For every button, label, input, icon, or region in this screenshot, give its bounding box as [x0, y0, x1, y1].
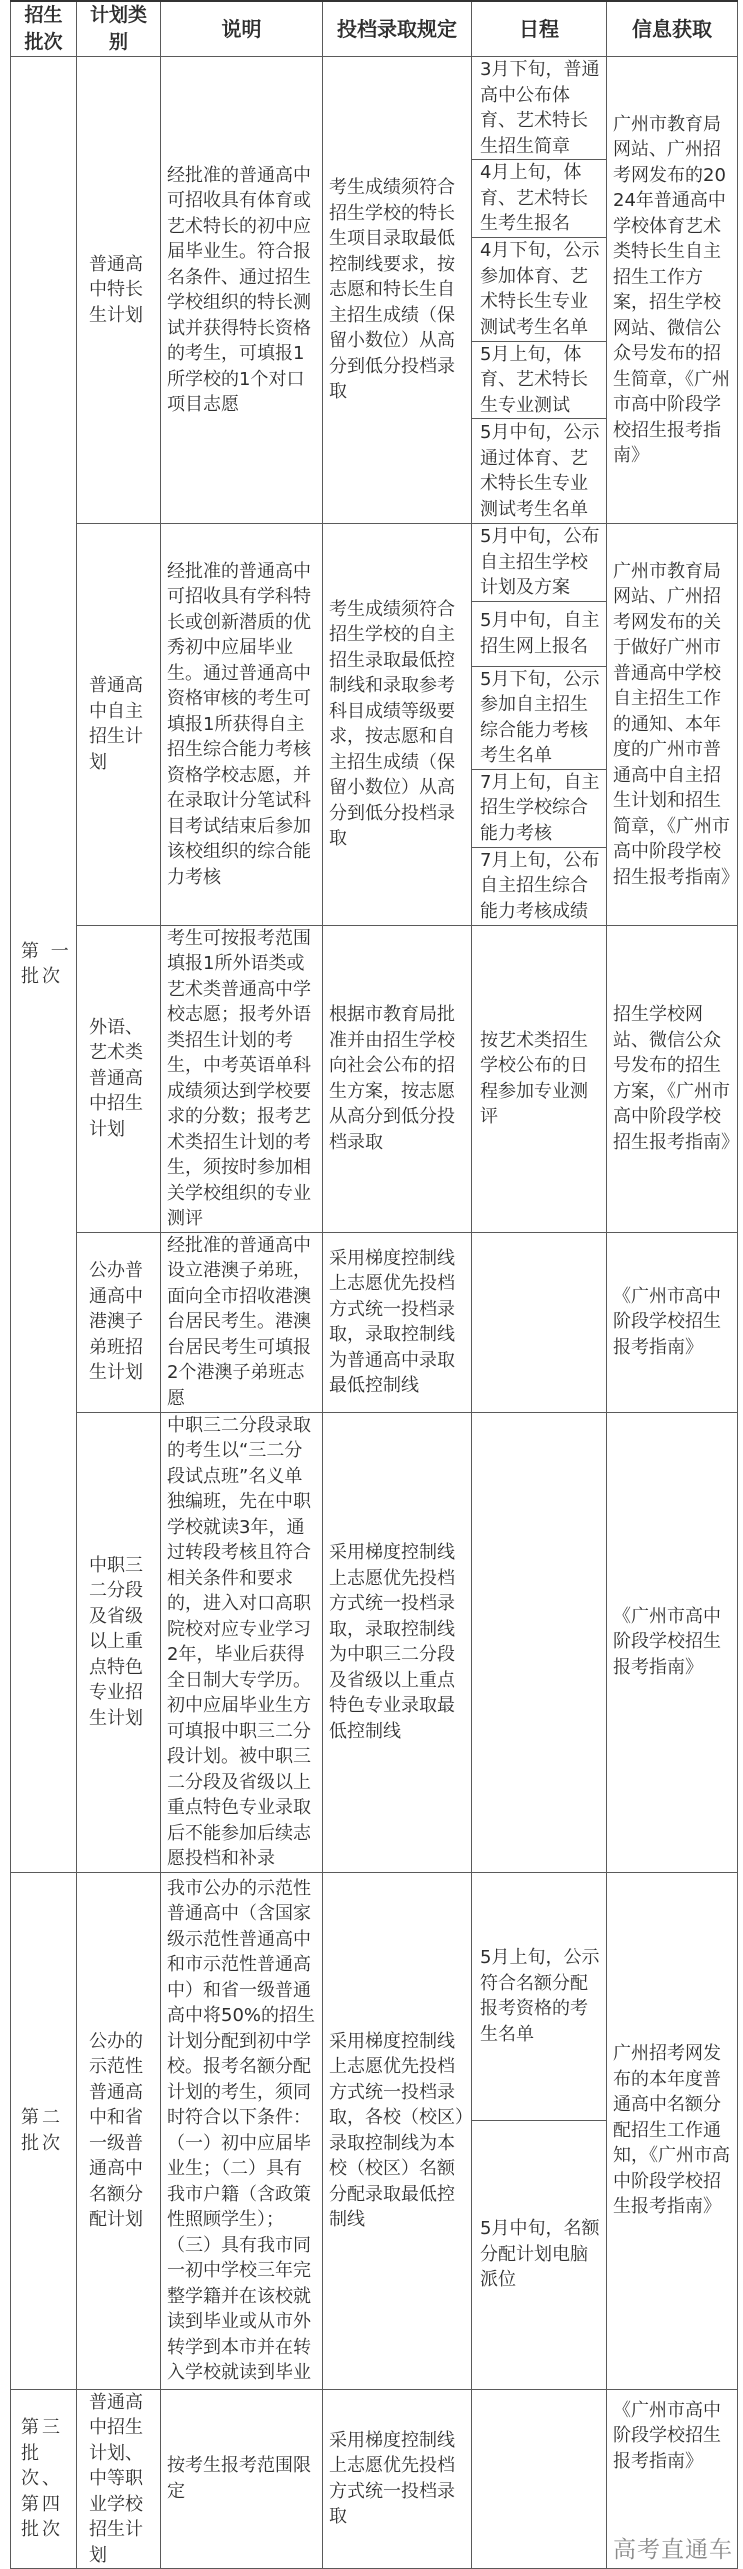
admission-plan-table — [10, 0, 738, 2569]
table-row — [11, 1232, 738, 1412]
schedule-item — [472, 2121, 606, 2389]
schedule-item — [472, 524, 606, 602]
plan-type-cell: 公办的示范性普通高中和省一级普通高中名额分配计划 — [77, 1872, 161, 2389]
description-cell: 经批准的普通高中可招收具有学科特长或创新潜质的优秀初中应届毕业生。通过普通高中资格审核的考生可填报1所获得自主招生综合能力考核资格学校志愿，并在录取计分笔试科目考试结束后参加该校组织的综合能力考核 — [161, 524, 323, 926]
info-source-cell: 《广州市高中阶段学校招生报考指南》 — [607, 1232, 738, 1412]
schedule-cell — [472, 1872, 607, 2389]
schedule-item-text: 5月上旬，公示符合名额分配报考资格的考生名单 — [480, 1947, 600, 2045]
plan-type-cell: 普通高中自主招生计划 — [77, 524, 161, 926]
admission-rule-cell: 采用梯度控制线上志愿优先投档方式统一投档录取，各校（校区）录取控制线为本校（校区）名额分配录取最低控制线 — [323, 1872, 472, 2389]
description-cell: 按考生报考范围限定 — [161, 2389, 323, 2569]
schedule-cell — [472, 524, 607, 926]
plan-type-cell: 中职三二分段及省级以上重点特色专业招生计划 — [77, 1412, 161, 1872]
info-source-cell: 广州招考网发布的本年度普通高中名额分配招生工作通知，《广州市高中阶段学校招生报考指南》 — [607, 1872, 738, 2389]
plan-type-cell: 普通高中招生计划、中等职业学校招生计划 — [77, 2389, 161, 2569]
schedule-item — [472, 57, 606, 160]
info-source-cell: 招生学校网站、微信公众号发布的招生方案，《广州市高中阶段学校招生报考指南》 — [607, 925, 738, 1232]
schedule-cell: 按艺术类招生学校公布的日程参加专业测评 — [472, 925, 607, 1232]
table-row — [11, 925, 738, 1232]
schedule-cell — [472, 2389, 607, 2569]
info-source-cell — [607, 2389, 738, 2569]
admission-rule-cell: 采用梯度控制线上志愿优先投档方式统一投档录取，录取控制线为中职三二分段及省级以上重点特色专业录取最低控制线 — [323, 1412, 472, 1872]
plan-type-cell: 普通高中特长生计划 — [77, 57, 161, 524]
schedule-item — [472, 770, 606, 848]
schedule-item — [472, 238, 606, 342]
batch-cell: 第三批次、第四批次 — [11, 2389, 77, 2569]
schedule-item — [472, 602, 606, 667]
schedule-item-text: 5月中旬，公布自主招生学校计划及方案 — [480, 526, 600, 598]
batch-cell: 第二批次 — [11, 1872, 77, 2389]
header-batch: 招生批次 — [11, 1, 77, 57]
schedule-item-text: 5月中旬，公示通过体育、艺术特长生专业测试考生名单 — [480, 422, 600, 520]
schedule-cell — [472, 57, 607, 524]
plan-type-cell: 公办普通高中港澳子弟班招生计划 — [77, 1232, 161, 1412]
info-source-cell: 《广州市高中阶段学校招生报考指南》 — [607, 1412, 738, 1872]
table-row — [11, 1872, 738, 2389]
description-cell: 我市公办的示范性普通高中（含国家级示范性普通高中和市示范性普通高中）和省一级普通高中将50%的招生计划分配到初中学校。报考名额分配计划的考生，须同时符合以下条件：（一）初中应届毕业生；（二）具有我市户籍（含政策性照顾学生）；（三）具有我市同一初中学校三年完整学籍并在该校就读到毕业或从市外转学到本市并在转入学校就读到毕业 — [161, 1872, 323, 2389]
admission-rule-cell: 采用梯度控制线上志愿优先投档方式统一投档录取，录取控制线为普通高中录取最低控制线 — [323, 1232, 472, 1412]
description-cell: 经批准的普通高中可招收具有体育或艺术特长的初中应届毕业生。符合报名条件、通过招生学校组织的特长测试并获得特长资格的考生，可填报1所学校的1个对口项目志愿 — [161, 57, 323, 524]
info-source-text: 《广州市高中阶段学校招生报考指南》 — [613, 2399, 721, 2472]
admission-rule-cell: 考生成绩须符合招生学校的特长生项目录取最低控制线要求，按志愿和特长生自主招生成绩（保留小数位）从高分到低分投档录取 — [323, 57, 472, 524]
table-body — [11, 57, 738, 2569]
schedule-item — [472, 160, 606, 238]
schedule-item-text: 7月上旬，公布自主招生综合能力考核成绩 — [480, 849, 600, 922]
info-source-cell: 广州市教育局网站、广州招考网发布的关于做好广州市普通高中学校自主招生工作的通知、本年度的广州市普通高中自主招生计划和招生简章，《广州市高中阶段学校招生报考指南》 — [607, 524, 738, 926]
table-row — [11, 1412, 738, 1872]
watermark: 高考直通车 — [613, 2537, 733, 2563]
schedule-item-text: 7月上旬，自主招生学校综合能力考核 — [480, 771, 600, 844]
schedule-cell — [472, 1232, 607, 1412]
schedule-cell — [472, 1412, 607, 1872]
schedule-item-text: 5月下旬，公示参加自主招生综合能力考核考生名单 — [480, 668, 600, 766]
admission-rule-cell: 考生成绩须符合招生学校的自主招生录取最低控制线和录取参考科目成绩等级要求，按志愿和自主招生成绩（保留小数位）从高分到低分投档录取 — [323, 524, 472, 926]
description-cell: 经批准的普通高中设立港澳子弟班，面向全市招收港澳台居民考生。港澳台居民考生可填报2个港澳子弟班志愿 — [161, 1232, 323, 1412]
info-source-cell: 广州市教育局网站、广州招考网发布的2024年普通高中学校体育艺术类特长生自主招生工作方案，招生学校网站、微信公众号发布的招生简章，《广州市高中阶段学校招生报考指南》 — [607, 57, 738, 524]
schedule-item-text: 5月中旬，名额分配计划电脑派位 — [480, 2218, 600, 2291]
schedule-item — [472, 667, 606, 770]
table-row — [11, 2389, 738, 2569]
schedule-item — [472, 419, 606, 523]
header-description: 说明 — [161, 1, 323, 57]
header-schedule: 日程 — [472, 1, 607, 57]
schedule-item-text: 3月下旬，普通高中公布体育、艺术特长生招生简章 — [480, 59, 600, 157]
header-plan-type: 计划类别 — [77, 1, 161, 57]
table-header-row — [11, 1, 738, 57]
schedule-item — [472, 342, 606, 420]
header-admission-rule: 投档录取规定 — [323, 1, 472, 57]
schedule-item-text: 4月下旬，公示参加体育、艺术特长生专业测试考生名单 — [480, 240, 600, 338]
schedule-item-text: 4月上旬，体育、艺术特长生考生报名 — [480, 162, 588, 234]
plan-type-cell: 外语、艺术类普通高中招生计划 — [77, 925, 161, 1232]
admission-rule-cell: 采用梯度控制线上志愿优先投档方式统一投档录取 — [323, 2389, 472, 2569]
batch-cell: 第 一 批次 — [11, 57, 77, 1873]
admission-rule-cell: 根据市教育局批准并由招生学校向社会公布的招生方案，按志愿从高分到低分投档录取 — [323, 925, 472, 1232]
schedule-item — [472, 848, 606, 925]
table-row — [11, 524, 738, 926]
schedule-item-text: 5月中旬，自主招生网上报名 — [480, 610, 600, 657]
schedule-item — [472, 1873, 606, 2121]
table-row — [11, 57, 738, 524]
description-cell: 考生可按报考范围填报1所外语类或艺术类普通高中学校志愿；报考外语类招生计划的考生，中考英语单科成绩须达到学校要求的分数；报考艺术类招生计划的考生，须按时参加相关学校组织的专业测评 — [161, 925, 323, 1232]
description-cell: 中职三二分段录取的考生以“三二分段试点班”名义单独编班，先在中职学校就读3年，通过转段考核且符合相关条件和要求的，进入对口高职院校对应专业学习2年，毕业后获得全日制大专学历。初中应届毕业生方可填报中职三二分段计划。被中职三二分段及省级以上重点特色专业录取后不能参加后续志愿投档和补录 — [161, 1412, 323, 1872]
schedule-item-text: 5月上旬，体育、艺术特长生专业测试 — [480, 343, 588, 416]
header-info-source: 信息获取 — [607, 1, 738, 57]
